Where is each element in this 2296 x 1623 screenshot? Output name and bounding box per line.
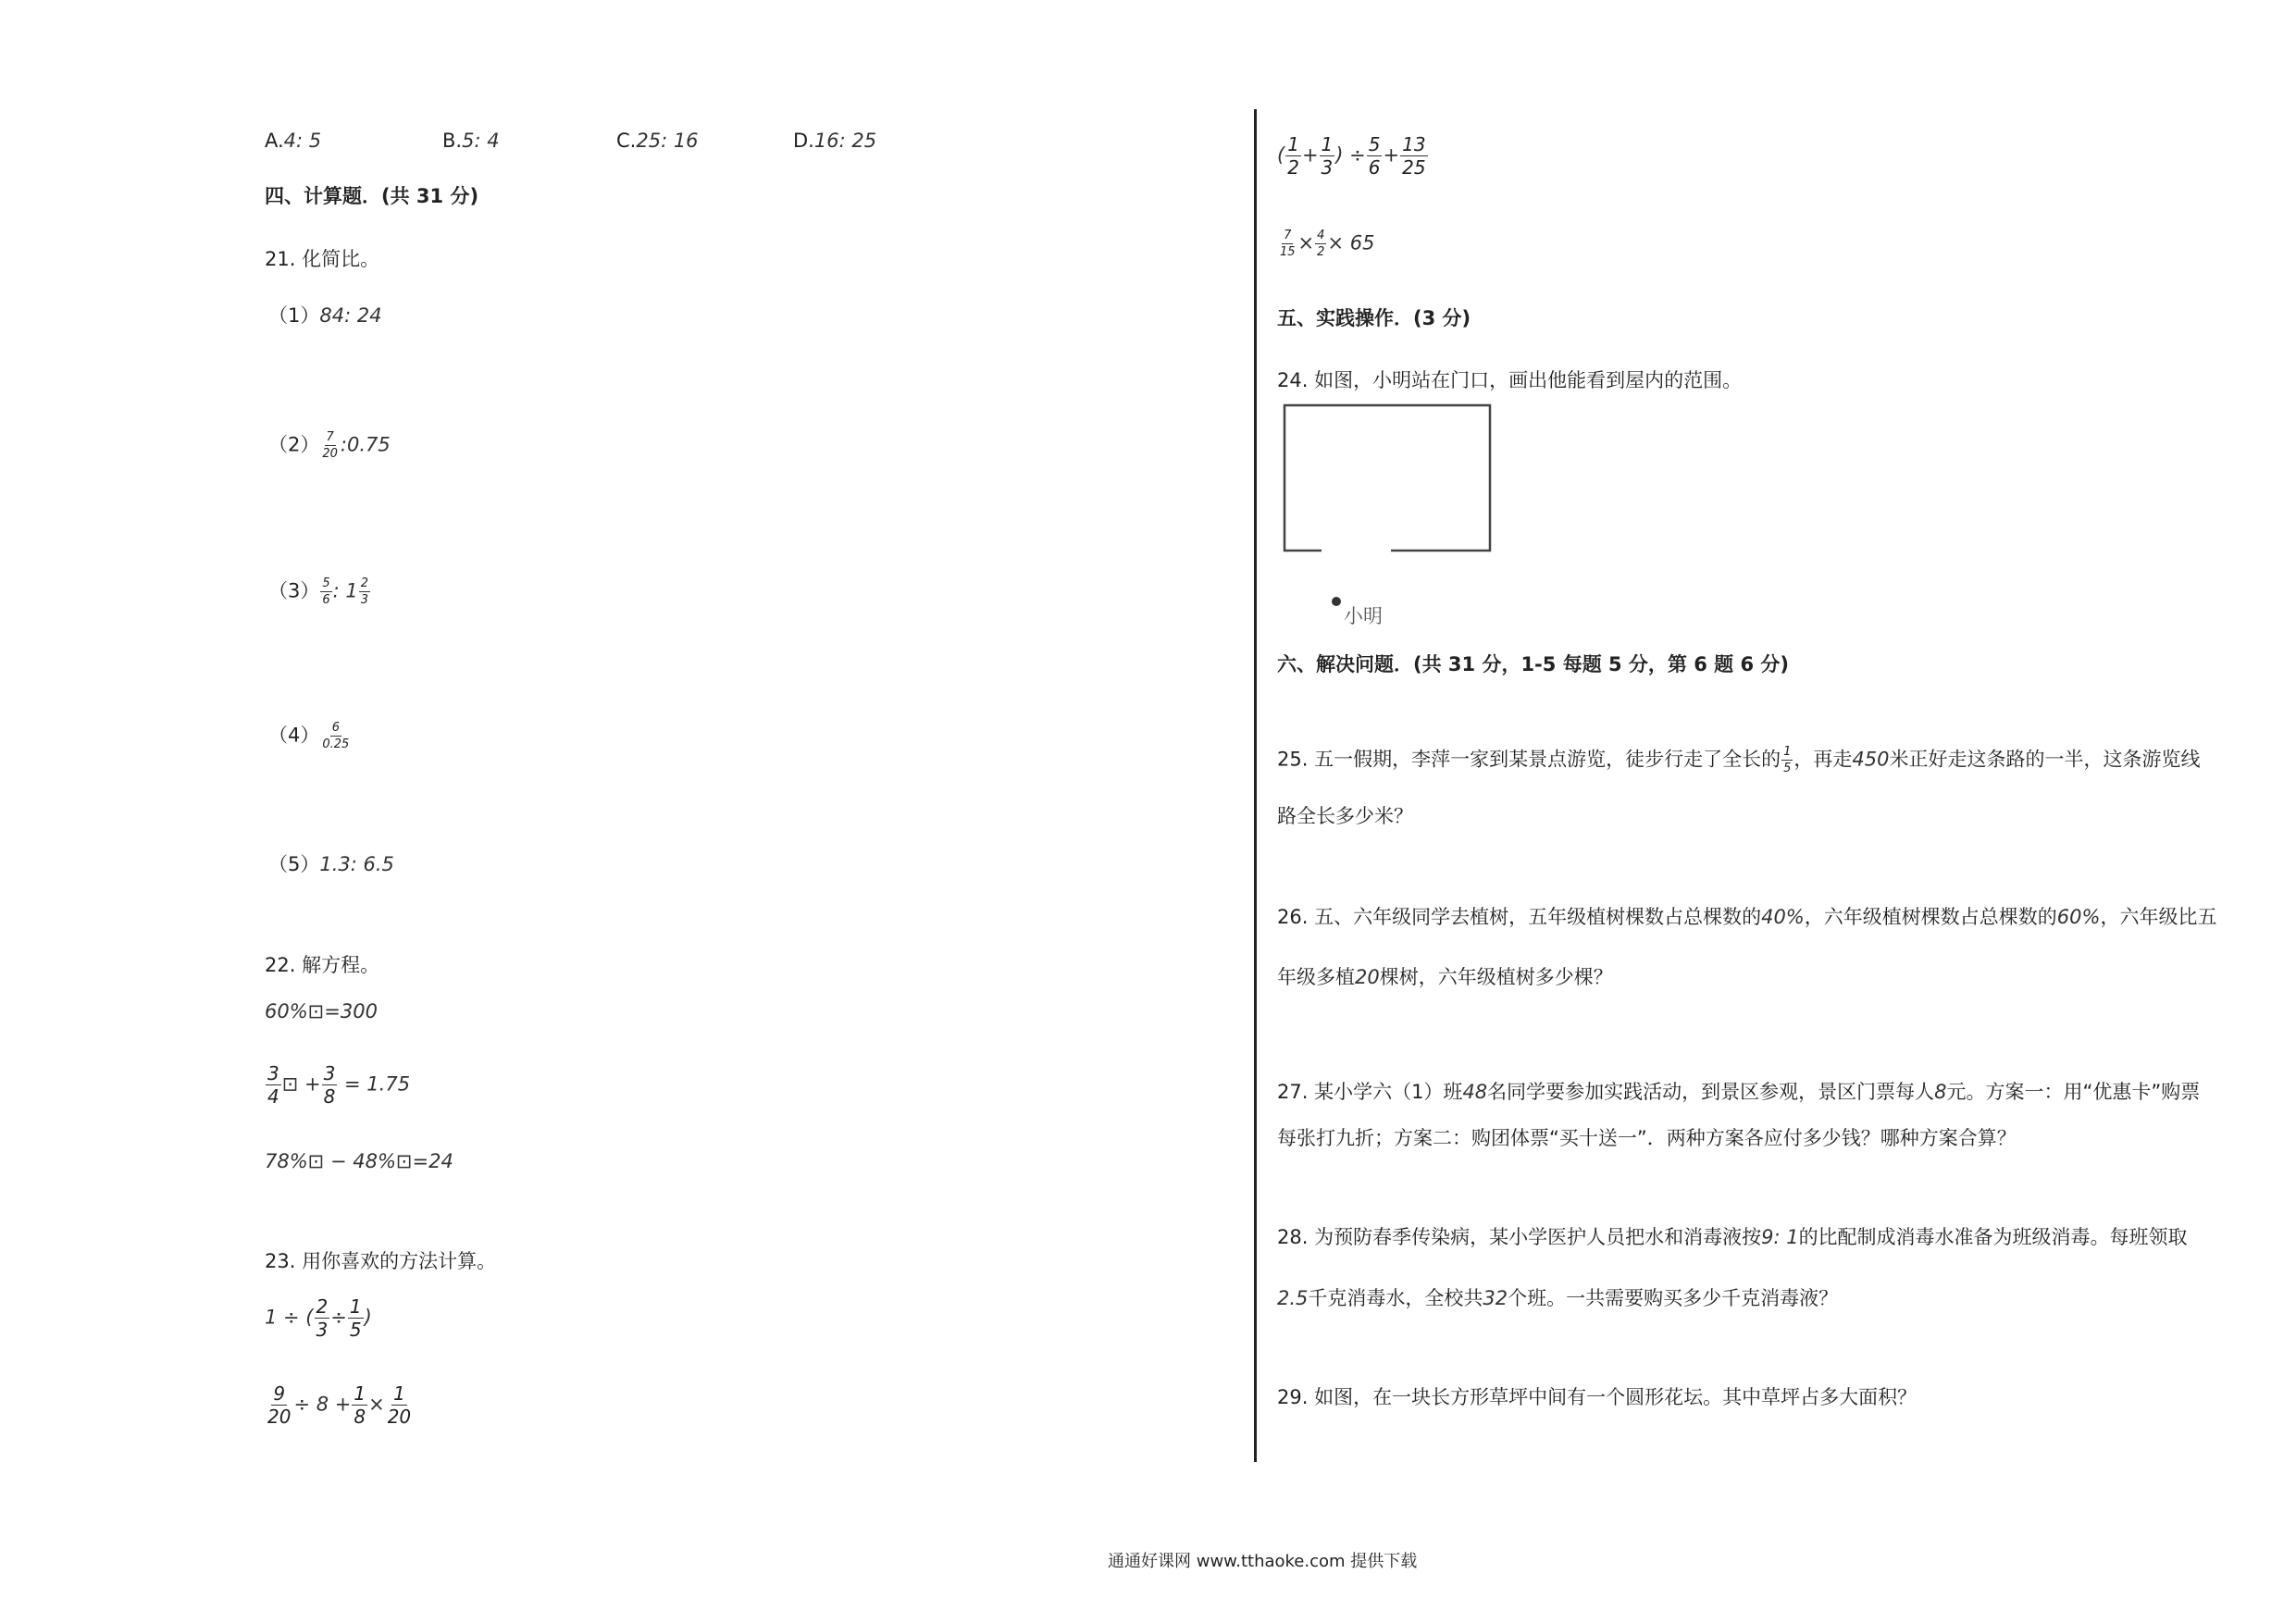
option-b: B.5: 4 [442, 130, 500, 152]
q28-line-1: 28. 为预防春季传染病，某小学医护人员把水和消毒液按9: 1的比配制成消毒水准备为班级消毒。每班领取 [1277, 1226, 2188, 1248]
q28-line-2: 2.5千克消毒水，全校共32个班。一共需要购买多少千克消毒液？ [1277, 1287, 1839, 1309]
q22-equation-3: 78%⊡ − 48%⊡=24 [265, 1150, 453, 1172]
q26-line-1: 26. 五、六年级同学去植树，五年级植树棵数占总棵数的40%，六年级植树棵数占总棵数的60%，六年级比五 [1277, 906, 2217, 928]
xiaoming-dot [1332, 597, 1341, 606]
q21-part2: （2） $\frac{7}{20}$ :0.75 [268, 430, 391, 461]
xiaoming-label: 小明 [1344, 605, 1383, 627]
q27-line-2: 每张打九折；方案二：购团体票“买十送一”．两种方案各应付多少钱？哪种方案合算？ [1277, 1127, 2017, 1149]
section-5-title: 五、实践操作．(3 分) [1277, 307, 1471, 329]
q22-equation-2: $\frac{3}{4}$ ⊡ + $\frac{3}{8}$ = 1.75 [267, 1062, 411, 1108]
q21-part5: （5）1.3: 6.5 [268, 853, 394, 875]
q25-line-2: 路全长多少米？ [1277, 805, 1413, 827]
q23-calc-4: $\frac{7}{15}$ × $\frac{4}{2}$ × 65 [1280, 229, 1375, 259]
q29-stem: 29. 如图，在一块长方形草坪中间有一个圆形花坛。其中草坪占多大面积？ [1277, 1386, 1917, 1408]
q21-stem: 21. 化简比。 [265, 248, 380, 270]
section-6-title: 六、解决问题．(共 31 分，1-5 每题 5 分，第 6 题 6 分) [1277, 653, 1789, 675]
footer-text: 通通好课网 www.tthaoke.com 提供下载 [1108, 1552, 1418, 1571]
q23-stem: 23. 用你喜欢的方法计算。 [265, 1250, 497, 1272]
q24-stem: 24. 如图，小明站在门口，画出他能看到屋内的范围。 [1277, 369, 1743, 391]
q21-part4: （4） $\frac{6}{0.25}$ [268, 721, 350, 751]
q22-stem: 22. 解方程。 [265, 954, 380, 976]
option-a: A.4: 5 [265, 130, 322, 152]
q26-line-2: 年级多植20棵树，六年级植树多少棵？ [1277, 966, 1613, 988]
q21-part1: （1）84: 24 [268, 304, 382, 327]
q22-equation-1: 60%⊡=300 [265, 1000, 378, 1022]
q23-calc-2: $\frac{9}{20}$ ÷ 8 + $\frac{1}{8}$ × $\frac{1}{20}$ [267, 1382, 412, 1428]
q27-line-1: 27. 某小学六（1）班48名同学要参加实践活动，到景区参观，景区门票每人8元。方案一：用“优惠卡”购票 [1277, 1081, 2201, 1103]
section-4-title: 四、计算题．(共 31 分) [265, 185, 479, 207]
q23-calc-1: 1 ÷ ( $\frac{2}{3}$ ÷ $\frac{1}{5}$ ) [265, 1295, 372, 1341]
q25-line-1: 25. 五一假期，李萍一家到某景点游览，徒步行走了全长的 $\frac{1}{5}$ ，再走450米正好走这条路的一半，这条游览线 [1277, 745, 2201, 775]
room-diagram [1277, 400, 1499, 640]
option-d: D.16: 25 [793, 130, 877, 152]
option-c: C.25: 16 [616, 130, 699, 152]
q21-part3: （3） $\frac{5}{6}$ : 1 $\frac{2}{3}$ [268, 576, 369, 607]
q23-calc-3: ( $\frac{1}{2}$ + $\frac{1}{3}$ ) ÷ $\frac{5}{6}$ + $\frac{13}{25}$ [1277, 133, 1426, 179]
column-divider [1254, 109, 1257, 1462]
